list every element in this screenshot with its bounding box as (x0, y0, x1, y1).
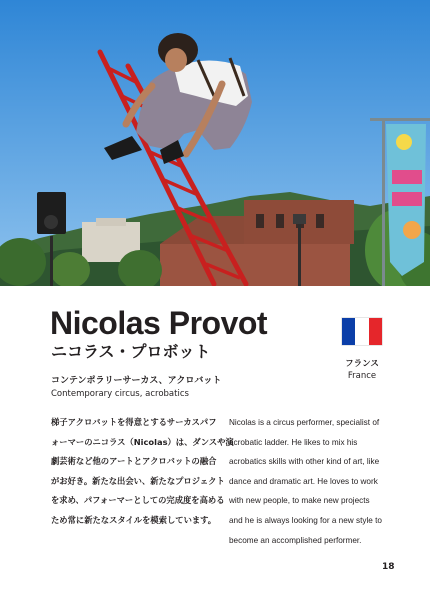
france-flag-icon (342, 318, 382, 345)
bio-jp-line: を求め、パフォーマーとしての完成度を高める (51, 495, 225, 506)
bio-jp-line: ォーマーのニコラス（Nicolas）は、ダンスや演 (51, 436, 234, 447)
performer-name-japanese: ニコラス・プロボット (51, 342, 211, 361)
performer-name: Nicolas Provot (50, 305, 268, 341)
bio-en-line: become an accomplished performer. (229, 535, 362, 545)
genre-english: Contemporary circus, acrobatics (51, 389, 189, 399)
country-english: France (347, 371, 377, 381)
biography-japanese (51, 413, 234, 531)
bio-en-line: Nicolas is a circus performer, specialist of (229, 418, 380, 427)
country-japanese: フランス (345, 359, 379, 369)
genre-japanese: コンテンポラリーサーカス、アクロバット (51, 376, 222, 386)
flag-stripe-white (355, 318, 368, 345)
performer-photo (0, 0, 430, 286)
flag-stripe-blue (342, 318, 355, 345)
bio-jp-line: 劇芸術など他のアートとアクロバットの融合 (51, 456, 217, 467)
bio-en-line: acrobatics skills with other kind of art, like (229, 457, 380, 467)
flag-stripe-red (369, 318, 382, 345)
bio-en-line: acrobatic ladder. He likes to mix his (229, 437, 358, 447)
bio-jp-line: がお好き。新たな出会い、新たなプロジェクト (51, 475, 225, 486)
bio-en-line: dance and dramatic art. He loves to work (229, 476, 378, 486)
bio-jp-line: 梯子アクロバットを得意とするサーカスパフ (51, 417, 217, 427)
bio-en-line: and he is always looking for a new style to (229, 515, 382, 525)
biography-english (229, 413, 389, 550)
bio-en-line: with new people, to make new projects (229, 496, 370, 506)
page-number: 18 (382, 562, 395, 572)
bio-jp-line: ため常に新たなスタイルを模索しています。 (51, 514, 217, 525)
